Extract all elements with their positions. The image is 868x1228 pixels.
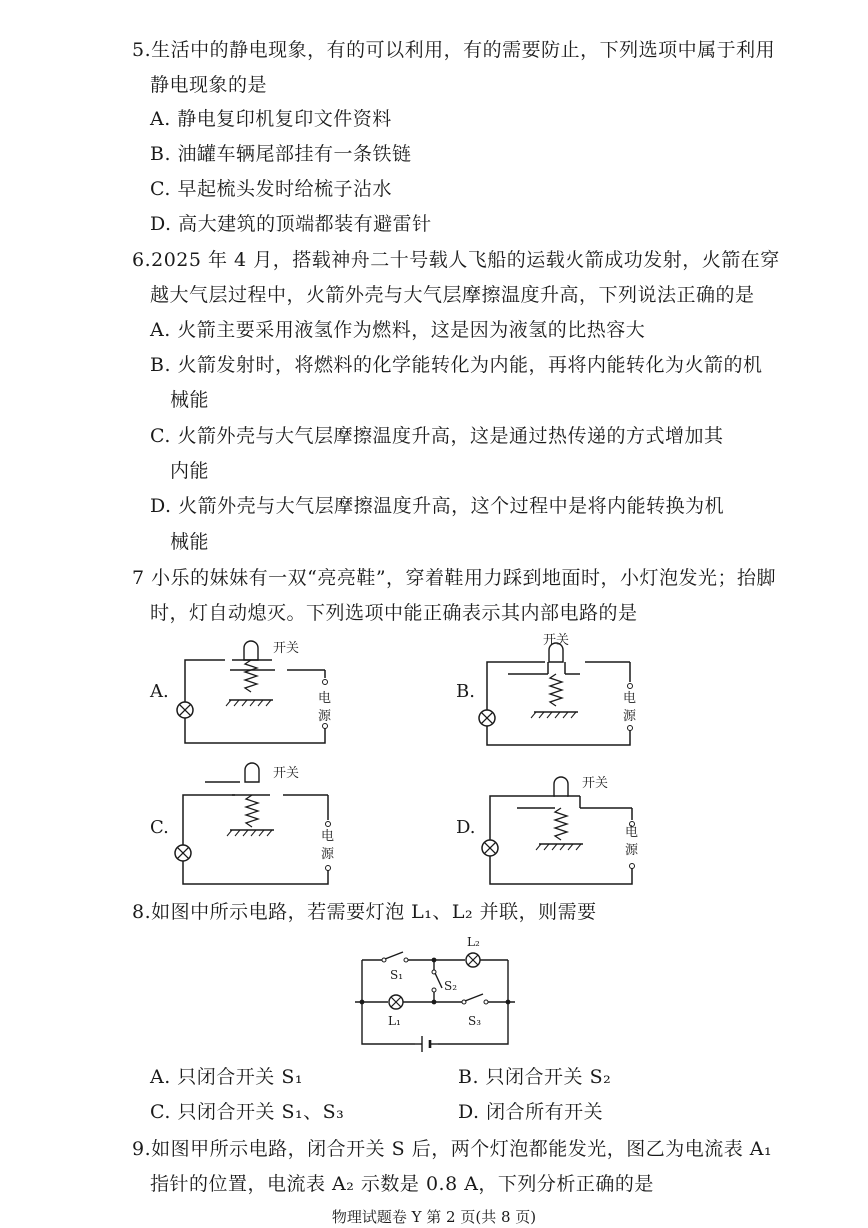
q6-option-c-line2: 内能 — [170, 460, 210, 482]
page-footer: 物理试题卷 Y 第 2 页(共 8 页) — [331, 1208, 537, 1226]
q7-b-power-label-1: 电 — [623, 691, 637, 706]
q7-c-power-label-2: 源 — [321, 847, 335, 862]
q8-label-s1: S₁ — [390, 968, 404, 982]
q9-stem-line2: 指针的位置，电流表 A₂ 示数是 0.8 A，下列分析正确的是 — [150, 1173, 654, 1195]
q6-option-b-line1: B. 火箭发射时，将燃料的化学能转化为内能，再将内能转化为火箭的机 — [150, 354, 763, 376]
q8-option-d: D. 闭合所有开关 — [458, 1101, 604, 1123]
q6-option-d-line2: 械能 — [170, 531, 210, 553]
q6-option-a: A. 火箭主要采用液氢作为燃料，这是因为液氢的比热容大 — [150, 319, 646, 341]
q7-option-b-label: B. — [456, 681, 475, 702]
q7-a-power-label-2: 源 — [318, 709, 332, 724]
q8-option-c: C. 只闭合开关 S₁、S₃ — [150, 1101, 345, 1123]
q7-stem-line2: 时，灯自动熄灭。下列选项中能正确表示其内部电路的是 — [150, 602, 638, 624]
q5-option-a: A. 静电复印机复印文件资料 — [150, 108, 392, 130]
q8-option-a: A. 只闭合开关 S₁ — [150, 1066, 303, 1088]
q7-option-a-label: A. — [150, 681, 169, 702]
q7-a-switch-label: 开关 — [273, 641, 300, 656]
q7-d-power-label-1: 电 — [625, 825, 639, 840]
q7-b-power-label-2: 源 — [623, 709, 637, 724]
q7-circuit-figures — [0, 630, 868, 900]
q6-option-d-line1: D. 火箭外壳与大气层摩擦温度升高，这个过程中是将内能转换为机 — [150, 495, 725, 517]
q5-option-b: B. 油罐车辆尾部挂有一条铁链 — [150, 143, 412, 165]
q8-circuit-figure — [340, 932, 530, 1057]
q7-stem-line1: 7 小乐的妹妹有一双“亮亮鞋”，穿着鞋用力踩到地面时，小灯泡发光；抬脚 — [132, 567, 777, 589]
q7-d-power-label-2: 源 — [625, 843, 639, 858]
q8-label-s2: S₂ — [444, 979, 458, 993]
q7-d-switch-label: 开关 — [582, 776, 609, 791]
q7-figure-d — [456, 776, 639, 884]
q6-option-b-line2: 械能 — [170, 389, 210, 411]
q7-figure-a — [149, 641, 332, 743]
q8-label-l2: L₂ — [467, 935, 480, 949]
q7-figure-c — [150, 763, 335, 884]
q7-c-switch-label: 开关 — [273, 766, 300, 781]
q5-stem-line1: 5.生活中的静电现象，有的可以利用，有的需要防止，下列选项中属于利用 — [132, 39, 776, 61]
q7-a-power-label-1: 电 — [318, 691, 332, 706]
q8-stem: 8.如图中所示电路，若需要灯泡 L₁、L₂ 并联，则需要 — [132, 901, 597, 923]
q8-label-s3: S₃ — [468, 1014, 482, 1028]
q5-stem-line2: 静电现象的是 — [150, 74, 268, 96]
q6-option-c-line1: C. 火箭外壳与大气层摩擦温度升高，这是通过热传递的方式增加其 — [150, 425, 724, 447]
q5-option-d: D. 高大建筑的顶端都装有避雷针 — [150, 213, 432, 235]
q8-option-b: B. 只闭合开关 S₂ — [458, 1066, 612, 1088]
q5-option-c: C. 早起梳头发时给梳子沾水 — [150, 178, 392, 200]
q7-c-power-label-1: 电 — [321, 829, 335, 844]
q7-option-c-label: C. — [150, 817, 169, 838]
q7-b-switch-label: 开关 — [543, 633, 570, 648]
q6-stem-line1: 6.2025 年 4 月，搭载神舟二十号载人飞船的运载火箭成功发射，火箭在穿 — [132, 249, 780, 271]
q6-stem-line2: 越大气层过程中，火箭外壳与大气层摩擦温度升高，下列说法正确的是 — [150, 284, 755, 306]
q9-stem-line1: 9.如图甲所示电路，闭合开关 S 后，两个灯泡都能发光，图乙为电流表 A₁ — [132, 1138, 773, 1160]
q7-option-d-label: D. — [456, 817, 476, 838]
q8-label-l1: L₁ — [388, 1014, 401, 1028]
q7-figure-b — [456, 633, 637, 745]
